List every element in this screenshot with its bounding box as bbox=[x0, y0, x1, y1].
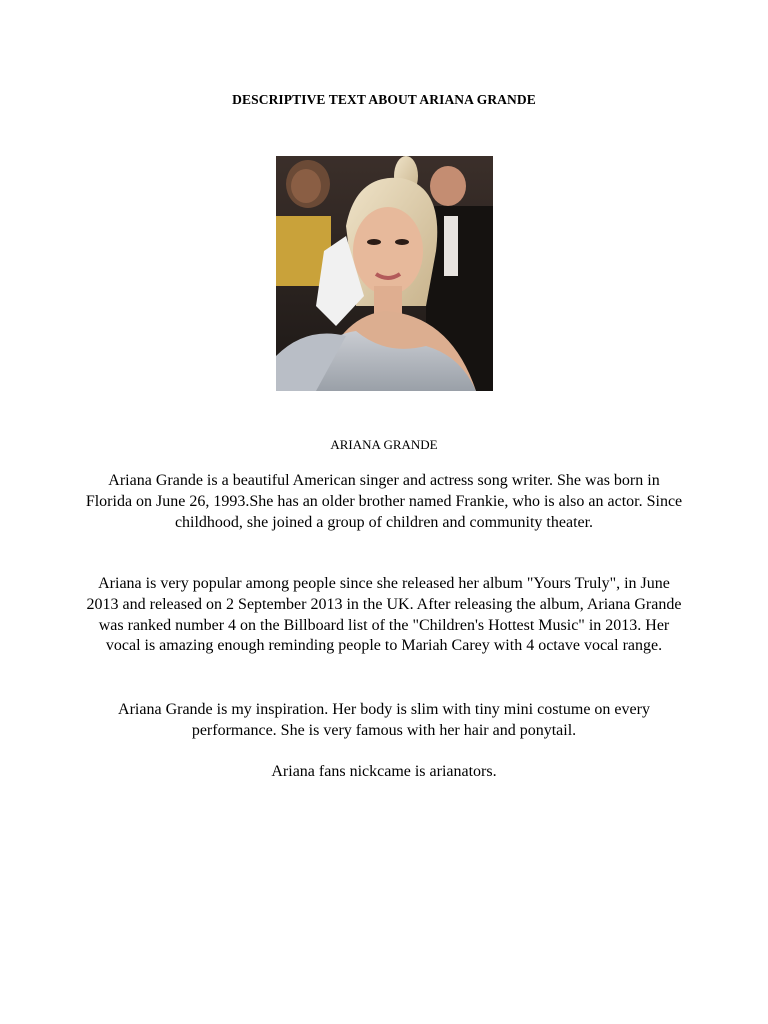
portrait-photo bbox=[276, 156, 493, 391]
paragraph-career: Ariana is very popular among people since she released her album "Yours Truly", in June 2013 and released on 2 September 2013 in the UK. After releasing the album, Ariana Grande was ranked number 4 on the Billboard list of the "Children's Hottest Music" in 2013. Her vocal is amazing enough reminding people to Mariah Carey with 4 octave vocal range. bbox=[86, 575, 682, 655]
paragraph-inspiration: Ariana Grande is my inspiration. Her body is slim with tiny mini costume on every performance. She is very famous with her hair and ponytail. bbox=[118, 701, 650, 739]
portrait-photo-icon bbox=[276, 156, 493, 391]
paragraph-biography: Ariana Grande is a beautiful American singer and actress song writer. She was born in Florida on June 26, 1993.She has an older brother named Frankie, who is also an actor. Since childhood, she joined a group of children and community theater. bbox=[85, 472, 683, 531]
document-title: DESCRIPTIVE TEXT ABOUT ARIANA GRANDE bbox=[232, 92, 536, 107]
photo-caption: ARIANA GRANDE bbox=[330, 437, 438, 452]
paragraph-fans: Ariana fans nickcame is arianators. bbox=[271, 763, 497, 780]
